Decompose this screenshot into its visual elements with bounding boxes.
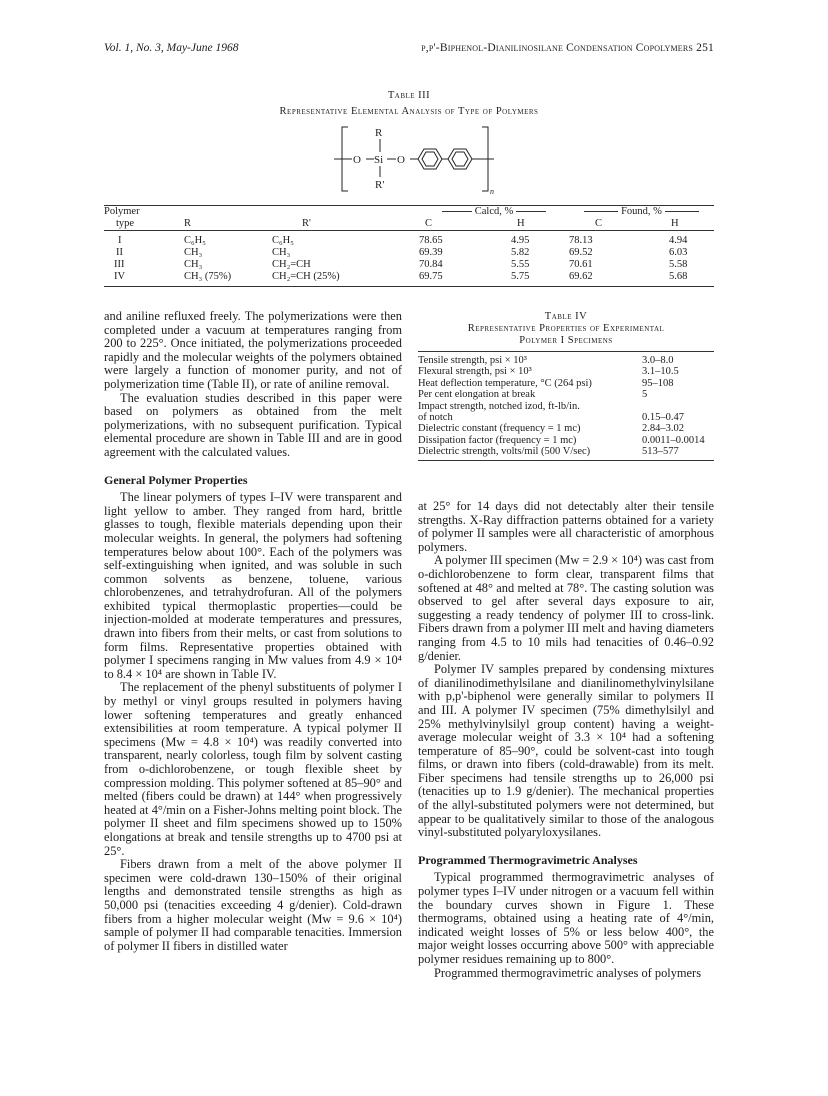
col-calcd-c-header: C xyxy=(425,218,433,229)
property-value: 0.15–0.47 xyxy=(642,412,684,424)
paragraph: Typical programmed thermogravimetric analyses of polymer types I–IV under nitrogen or a vacuum fell within the boundary curves shown in Figure 1. These thermograms, obtained using a heating rate of 4°/min, indicated weight losses of 5% or less below 400°, the major weight losses occurring above 500° with appreciable polymer residues remaining up to 800°. xyxy=(418,870,714,966)
paragraph: A polymer III specimen (Mw = 2.9 × 10⁴) was cast from o-dichlorobenzene to form clear, transparent films that softened at 48° and melted at 78°. The casting solution was observed to gel after several days exposure to air, suggesting a ready tendency of polymer III to cross-link. Fibers drawn from a polymer III melt and having diameters ranging from 4.5 to 10 mils had tenacities of 0.46–0.92 g/denier. xyxy=(418,553,714,663)
table-row xyxy=(104,247,714,259)
table3 xyxy=(104,205,714,287)
property-value: 0.0011–0.0014 xyxy=(642,434,705,446)
paragraph: The linear polymers of types I–IV were transparent and light yellow to amber. They ranged from hard, brittle glasses to tough, flexible materials depending upon their molecular weights. In general, the polymers had softening temperatures below about 100°. Each of the polymers was self-extinguishing when ignited, and was soluble in such common solvents as benzene, toluene, various chlorobenzenes, and tetrahydrofuran. All of the polymers exhibited typical thermoplastic properties—could be injection-molded at moderate temperatures and pressures, drawn into fibers from their melts, or cast from solutions to form films. Representative properties obtained with polymer I specimens ranging in Mw values from 4.9 × 10⁴ to 8.4 × 10⁴ are shown in Table IV. xyxy=(104,490,402,681)
cell-calcd-c: 70.84 xyxy=(419,259,443,270)
table3-subtitle: Representative Elemental Analysis of Type of Polymers xyxy=(279,106,539,117)
property-label: Flexural strength, psi × 10³ xyxy=(418,366,532,378)
cell-found-h: 4.94 xyxy=(669,235,688,246)
property-value: 2.84–3.02 xyxy=(642,423,684,435)
property-value: 3.0–8.0 xyxy=(642,355,674,366)
cell-rprime: CH₂=CH xyxy=(272,259,311,270)
table-row xyxy=(104,259,714,271)
col-rprime-header: R' xyxy=(302,218,311,229)
cell-r: CH₃ (75%) xyxy=(184,271,232,282)
paragraph: Polymer IV samples prepared by condensing mixtures of dianilinodimethylsilane and dianilinomethylvinylsilane with p,p'-biphenol were generally similar to polymers II and III. A polymer IV specimen (75% dimethylsilyl and 25% methylvinylsilyl group content) having a weight-average molecular weight of 3.3 × 10⁴ had a softening temperature of 85–90°, could be solvent-cast into tough films, or drawn into fibers (cold-drawable) from its melt. Fiber specimens had tensile strengths up to 26,000 psi (tenacities up to 1.9 g/denier). The mechanical properties of the allyl-substituted polymers were not determined, but appear to be qualitatively similar to those of the analogous vinyl-substituted polyaryloxysilanes. xyxy=(418,662,714,840)
cell-calcd-h: 5.82 xyxy=(511,247,530,258)
col-calcd-h-header: H xyxy=(517,218,525,229)
cell-type: IV xyxy=(114,271,126,282)
running-header xyxy=(104,42,714,58)
property-value: 513–577 xyxy=(642,446,679,458)
cell-found-h: 5.58 xyxy=(669,259,688,270)
property-label: Dielectric constant (frequency = 1 mc) xyxy=(418,423,581,435)
paragraph: The evaluation studies described in this paper were based on polymers as obtained from the melt polymerizations, with no subsequent purification. Typical elemental procedure are shown in Table III and are in good agreement with the calculated values. xyxy=(104,390,402,459)
cell-found-h: 5.68 xyxy=(669,271,688,282)
cell-found-c: 69.62 xyxy=(569,271,593,282)
cell-found-c: 78.13 xyxy=(569,235,593,246)
table-row xyxy=(104,235,714,247)
table-row xyxy=(104,271,714,287)
cell-rprime: CH₃ xyxy=(272,247,291,258)
cell-calcd-c: 69.75 xyxy=(419,271,443,282)
col-type-header: type xyxy=(116,218,135,229)
property-label: Per cent elongation at break xyxy=(418,389,536,401)
cell-calcd-c: 69.39 xyxy=(419,247,443,258)
struct-r-prime-label: R' xyxy=(375,179,385,191)
cell-type: II xyxy=(116,247,123,258)
paragraph: Programmed thermogravimetric analyses of polymers xyxy=(434,965,702,980)
property-label: Dielectric strength, volts/mil (500 V/sec) xyxy=(418,446,591,458)
paragraph: The replacement of the phenyl substituents of polymer I by methyl or vinyl groups resulted in polymers having lower softening temperatures and greatly enhanced extensibilities at room temperature. A typical polymer II specimens (Mw = 4.8 × 10⁴) was readily converted into transparent, nearly colorless, tough film by solvent casting from o-dichlorobenzene, or tough flexible sheet by compression molding. This polymer softened at 85–90° and melted (fibers could be drawn) at 144° when progressively heated at 4°/min on a Fisher-Johns melting point block. The polymer II sheet and film specimens showed up to 150% elongations at break and tensile strengths up to 4700 psi at 25°. xyxy=(104,680,402,858)
group-calcd-header: Calcd, % xyxy=(474,206,514,217)
cell-type: III xyxy=(114,259,125,270)
struct-r-label: R xyxy=(375,127,383,139)
left-column xyxy=(104,310,402,953)
paragraph: Fibers drawn from a melt of the above polymer II specimen were cold-drawn 130–150% of their original lengths and demonstrated tensile strengths as high as 50,000 psi (tenacities exceeding 4 g/denier). Cold-drawn fibers from a higher molecular weight (Mw = 9.6 × 10⁴) sample of polymer II had comparable tenacities. Immersion of polymer II fibers in distilled water xyxy=(104,857,402,953)
section-heading-general-properties: General Polymer Properties xyxy=(104,472,248,487)
cell-r: C₆H₅ xyxy=(184,235,206,246)
cell-calcd-h: 5.75 xyxy=(511,271,530,282)
cell-rprime: C₆H₅ xyxy=(272,235,294,246)
col-r-header: R xyxy=(184,218,192,229)
cell-found-h: 6.03 xyxy=(669,247,688,258)
table-row xyxy=(418,401,714,424)
property-label: Dissipation factor (frequency = 1 mc) xyxy=(418,434,577,446)
table4 xyxy=(418,351,714,461)
col-found-c-header: C xyxy=(595,218,603,229)
struct-n-subscript: n xyxy=(490,187,494,195)
cell-rprime: CH₂=CH (25%) xyxy=(272,271,340,282)
group-found-header: Found, % xyxy=(621,206,662,217)
property-value: 95–108 xyxy=(642,377,674,389)
property-label: Impact strength, notched izod, ft-lb/in. of notch xyxy=(418,400,580,424)
table4-subtitle-line2: Polymer I Specimens xyxy=(519,335,613,346)
col-polymer-header: Polymer xyxy=(104,206,140,217)
property-value: 5 xyxy=(642,389,648,401)
property-value: 3.1–10.5 xyxy=(642,366,679,378)
col-found-h-header: H xyxy=(671,218,679,229)
paragraph: and aniline refluxed freely. The polymerizations were then completed under a vacuum at temperatures ranging from 200 to 225°. Once initiated, the polymerizations proceeded rapidly and the molecular weights of the polymers obtained were largely a function of monomer purity, and not of polymerization time (Table II), or rate of aniline removal. xyxy=(104,309,402,391)
table3-subheader-row xyxy=(104,218,714,231)
struct-si: Si xyxy=(374,154,384,166)
section-heading-thermogravimetric: Programmed Thermogravimetric Analyses xyxy=(418,852,638,867)
cell-r: CH₃ xyxy=(184,259,203,270)
table4-subtitle: Representative Properties of Experimental xyxy=(467,323,665,334)
journal-citation: Vol. 1, No. 3, May-June 1968 xyxy=(104,42,239,54)
paragraph: at 25° for 14 days did not detectably alter their tensile strengths. X-Ray diffraction patterns obtained for a variety of polymer II samples were all characteristic of amorphous polymers. xyxy=(418,499,714,554)
cell-type: I xyxy=(118,235,122,246)
right-column xyxy=(418,500,714,980)
polymer-structure-diagram xyxy=(330,123,500,195)
cell-r: CH₃ xyxy=(184,247,203,258)
table-row xyxy=(418,435,714,446)
property-label: Heat deflection temperature, °C (264 psi) xyxy=(418,377,592,389)
cell-calcd-h: 5.55 xyxy=(511,259,530,270)
table-row xyxy=(418,366,714,377)
table-row xyxy=(418,389,714,400)
table-row xyxy=(418,355,714,366)
table-row xyxy=(418,446,714,460)
table-row xyxy=(418,378,714,389)
cell-calcd-c: 78.65 xyxy=(419,235,443,246)
page-running-title: p,p'-Biphenol-Dianilinosilane Condensation Copolymers 251 xyxy=(421,42,714,54)
table4-title: Table IV xyxy=(544,311,588,322)
cell-found-c: 70.61 xyxy=(569,259,593,270)
struct-o-right: O xyxy=(397,154,405,166)
table3-title: Table III xyxy=(387,90,431,101)
cell-calcd-h: 4.95 xyxy=(511,235,530,246)
table3-header-row xyxy=(104,206,714,219)
cell-found-c: 69.52 xyxy=(569,247,593,258)
property-label: Tensile strength, psi × 10³ xyxy=(418,355,527,366)
struct-o-left: O xyxy=(353,154,361,166)
table-row xyxy=(418,423,714,434)
